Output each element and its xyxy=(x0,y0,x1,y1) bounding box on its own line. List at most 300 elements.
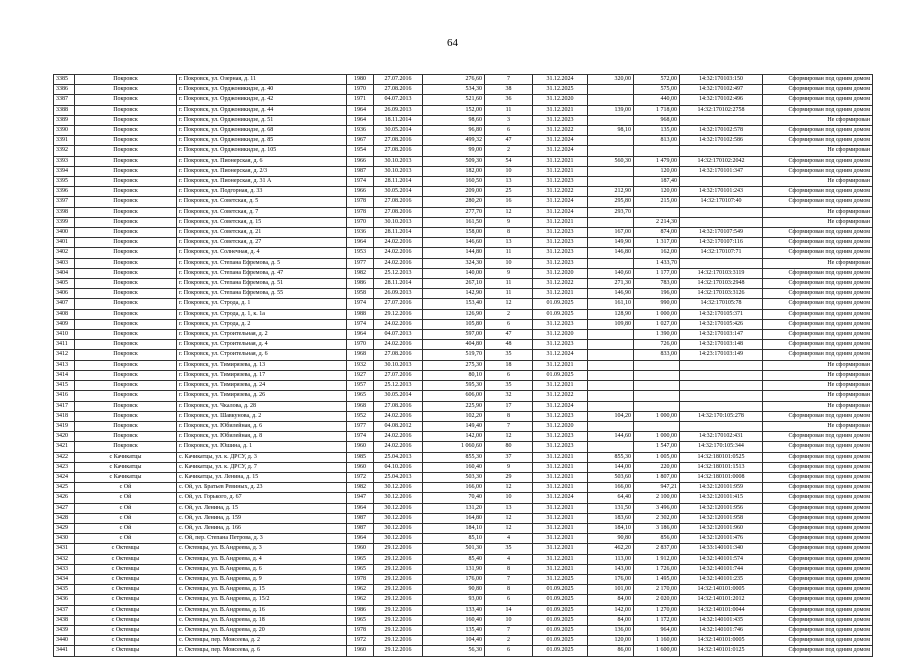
table-row xyxy=(54,207,873,217)
cell-deadline: 31.12.2021 xyxy=(533,217,588,227)
cell-address: г. Покровск, ул. Тимирязева, д. 24 xyxy=(177,381,347,391)
cell-land-status: Сформирован под одним домом xyxy=(763,574,873,584)
cell-land-status: Сформирован под одним домом xyxy=(763,299,873,309)
cell-land-status: Сформирован под одним домом xyxy=(763,350,873,360)
cell-build-year: 1962 xyxy=(347,585,374,595)
cell-cadastral-number xyxy=(680,258,763,268)
cell-area: 184,10 xyxy=(423,523,485,533)
cell-land-area: 990,00 xyxy=(634,299,680,309)
cell-cadastral-number: 14:32:170101:347 xyxy=(680,166,763,176)
cell-deadline: 31.12.2024 xyxy=(533,350,588,360)
cell-deadline: 31.12.2023 xyxy=(533,228,588,238)
table-row xyxy=(54,95,873,105)
table-row xyxy=(54,258,873,268)
cell-land-area: 2 302,00 xyxy=(634,513,680,523)
cell-settlement: с Ой xyxy=(75,534,177,544)
cell-area-2 xyxy=(588,340,634,350)
cell-land-status: Сформирован под одним домом xyxy=(763,595,873,605)
table-row xyxy=(54,156,873,166)
cell-area-2: 320,00 xyxy=(588,75,634,85)
cell-land-area: 3 496,00 xyxy=(634,503,680,513)
cell-residents: 12 xyxy=(485,523,533,533)
cell-residents: 38 xyxy=(485,85,533,95)
cell-land-area xyxy=(634,391,680,401)
cell-settlement: Покровск xyxy=(75,95,177,105)
cell-residents: 25 xyxy=(485,187,533,197)
cell-cadastral-number xyxy=(680,370,763,380)
cell-area-2 xyxy=(588,350,634,360)
cell-row-number: 3433 xyxy=(54,564,75,574)
cell-settlement: Покровск xyxy=(75,299,177,309)
cell-settlement: Покровск xyxy=(75,432,177,442)
cell-row-number: 3397 xyxy=(54,197,75,207)
cell-area: 519,70 xyxy=(423,350,485,360)
cell-build-year: 1988 xyxy=(347,309,374,319)
cell-area: 225,90 xyxy=(423,401,485,411)
cell-cadastral-number: 14:32:140101:2012 xyxy=(680,595,763,605)
cell-build-year: 1974 xyxy=(347,299,374,309)
cell-deadline: 01.09.2025 xyxy=(533,615,588,625)
cell-date: 30.12.2016 xyxy=(374,493,423,503)
cell-area-2 xyxy=(588,381,634,391)
cell-build-year: 1968 xyxy=(347,401,374,411)
cell-build-year: 1980 xyxy=(347,75,374,85)
cell-address: г. Покровск, ул. Орджоникидзе, д. 44 xyxy=(177,105,347,115)
cell-row-number: 3422 xyxy=(54,452,75,462)
table-row xyxy=(54,126,873,136)
cell-area: 98,60 xyxy=(423,115,485,125)
cell-land-area: 833,00 xyxy=(634,350,680,360)
table-row xyxy=(54,350,873,360)
cell-land-status: Сформирован под одним домом xyxy=(763,605,873,615)
cell-settlement: Покровск xyxy=(75,248,177,258)
cell-area-2: 84,00 xyxy=(588,615,634,625)
cell-build-year: 1947 xyxy=(347,493,374,503)
cell-row-number: 3395 xyxy=(54,177,75,187)
cell-date: 27.08.2016 xyxy=(374,207,423,217)
cell-residents: 10 xyxy=(485,493,533,503)
cell-land-area: 1 000,00 xyxy=(634,411,680,421)
cell-row-number: 3404 xyxy=(54,268,75,278)
cell-area: 149,40 xyxy=(423,421,485,431)
table-row xyxy=(54,248,873,258)
cell-address: с. Октемцы, пер. Моисеева, д. 6 xyxy=(177,646,347,656)
table-row xyxy=(54,197,873,207)
cell-residents: 7 xyxy=(485,421,533,431)
cell-area-2: 128,90 xyxy=(588,309,634,319)
cell-build-year: 1971 xyxy=(347,95,374,105)
cell-land-status: Сформирован под одним домом xyxy=(763,411,873,421)
cell-settlement: Покровск xyxy=(75,217,177,227)
cell-cadastral-number: 14:32:180101:0008 xyxy=(680,472,763,482)
cell-cadastral-number: 14:32:170102:496 xyxy=(680,95,763,105)
cell-row-number: 3393 xyxy=(54,156,75,166)
cell-land-area: 1 547,00 xyxy=(634,442,680,452)
cell-area: 503,30 xyxy=(423,472,485,482)
cell-area-2 xyxy=(588,401,634,411)
table-row xyxy=(54,391,873,401)
cell-deadline: 31.12.2022 xyxy=(533,391,588,401)
cell-settlement: Покровск xyxy=(75,340,177,350)
cell-land-status: Сформирован под одним домом xyxy=(763,126,873,136)
cell-residents: 8 xyxy=(485,411,533,421)
cell-deadline: 31.12.2023 xyxy=(533,340,588,350)
cell-area: 161,50 xyxy=(423,217,485,227)
cell-address: с. Ой, ул. Ленина, д. 166 xyxy=(177,523,347,533)
cell-land-area: 162,00 xyxy=(634,248,680,258)
cell-cadastral-number: 14:32:170102:586 xyxy=(680,136,763,146)
cell-land-status: Сформирован под одним домом xyxy=(763,279,873,289)
cell-area-2: 855,30 xyxy=(588,452,634,462)
cell-area: 404,80 xyxy=(423,340,485,350)
cell-row-number: 3399 xyxy=(54,217,75,227)
cell-date: 30.12.2016 xyxy=(374,483,423,493)
cell-settlement: с Ой xyxy=(75,493,177,503)
cell-date: 24.02.2016 xyxy=(374,432,423,442)
cell-settlement: Покровск xyxy=(75,126,177,136)
cell-residents: 11 xyxy=(485,248,533,258)
cell-land-area: 1 317,00 xyxy=(634,238,680,248)
cell-address: г. Покровск, ул. Строительная, д. 6 xyxy=(177,350,347,360)
cell-row-number: 3407 xyxy=(54,299,75,309)
cell-date: 29.12.2016 xyxy=(374,554,423,564)
cell-row-number: 3411 xyxy=(54,340,75,350)
cell-residents: 2 xyxy=(485,146,533,156)
cell-land-status: Сформирован под одним домом xyxy=(763,197,873,207)
cell-date: 04.07.2013 xyxy=(374,330,423,340)
cell-address: с. Октемцы, ул. В.Андреева, д. 15 xyxy=(177,585,347,595)
cell-land-area: 120,00 xyxy=(634,166,680,176)
table-row xyxy=(54,381,873,391)
cell-settlement: Покровск xyxy=(75,370,177,380)
cell-deadline: 31.12.2023 xyxy=(533,432,588,442)
cell-settlement: с Качикатцы xyxy=(75,462,177,472)
cell-address: с. Ой, ул. Братьев Ревиных, д. 23 xyxy=(177,483,347,493)
cell-land-status: Сформирован под одним домом xyxy=(763,95,873,105)
cell-build-year: 1965 xyxy=(347,564,374,574)
table-row xyxy=(54,605,873,615)
cell-cadastral-number: 14:32:170103:147 xyxy=(680,330,763,340)
cell-residents: 12 xyxy=(485,299,533,309)
cell-residents: 4 xyxy=(485,534,533,544)
cell-row-number: 3389 xyxy=(54,115,75,125)
cell-area: 267,10 xyxy=(423,279,485,289)
cell-settlement: Покровск xyxy=(75,136,177,146)
table-row xyxy=(54,166,873,176)
cell-address: с. Качикатцы, ул. к. ДРСУ, д. 3 xyxy=(177,452,347,462)
cell-residents: 7 xyxy=(485,574,533,584)
cell-address: г. Покровск, ул. Строительная, д. 4 xyxy=(177,340,347,350)
cell-settlement: Покровск xyxy=(75,105,177,115)
cell-area: 146,60 xyxy=(423,238,485,248)
cell-land-area: 575,00 xyxy=(634,85,680,95)
cell-area-2 xyxy=(588,95,634,105)
cell-area: 99,00 xyxy=(423,146,485,156)
cell-area-2 xyxy=(588,136,634,146)
cell-land-status: Не сформирован xyxy=(763,217,873,227)
cell-deadline: 31.12.2021 xyxy=(533,166,588,176)
cell-deadline: 31.12.2024 xyxy=(533,401,588,411)
cell-cadastral-number: 14:32:140101:0044 xyxy=(680,605,763,615)
cell-date: 28.11.2014 xyxy=(374,228,423,238)
cell-deadline: 31.12.2021 xyxy=(533,523,588,533)
cell-settlement: Покровск xyxy=(75,85,177,95)
table-row xyxy=(54,564,873,574)
cell-area-2 xyxy=(588,217,634,227)
cell-residents: 16 xyxy=(485,197,533,207)
table-row xyxy=(54,442,873,452)
cell-area: 277,70 xyxy=(423,207,485,217)
cell-row-number: 3400 xyxy=(54,228,75,238)
cell-land-status: Не сформирован xyxy=(763,146,873,156)
cell-date: 30.10.2013 xyxy=(374,360,423,370)
cell-area: 160,50 xyxy=(423,177,485,187)
cell-land-status: Сформирован под одним домом xyxy=(763,483,873,493)
cell-area: 131,20 xyxy=(423,503,485,513)
cell-area: 105,80 xyxy=(423,319,485,329)
cell-row-number: 3434 xyxy=(54,574,75,584)
cell-deadline: 31.12.2022 xyxy=(533,279,588,289)
cell-build-year: 1964 xyxy=(347,115,374,125)
cell-row-number: 3398 xyxy=(54,207,75,217)
cell-row-number: 3386 xyxy=(54,85,75,95)
cell-land-status: Сформирован под одним домом xyxy=(763,452,873,462)
cell-cadastral-number: 14:32:140101:746 xyxy=(680,625,763,635)
cell-settlement: Покровск xyxy=(75,268,177,278)
cell-date: 30.12.2016 xyxy=(374,523,423,533)
cell-settlement: Покровск xyxy=(75,319,177,329)
cell-address: с. Ой, ул. Ленина, д. 15 xyxy=(177,503,347,513)
cell-area-2: 120,00 xyxy=(588,636,634,646)
cell-land-status: Сформирован под одним домом xyxy=(763,646,873,656)
cell-area-2: 144,00 xyxy=(588,462,634,472)
cell-area: 133,40 xyxy=(423,605,485,615)
cell-land-area: 196,00 xyxy=(634,289,680,299)
cell-date: 27.08.2016 xyxy=(374,401,423,411)
cell-residents: 10 xyxy=(485,615,533,625)
cell-address: г. Покровск, ул. Орджоникидзе, д. 40 xyxy=(177,85,347,95)
cell-row-number: 3406 xyxy=(54,289,75,299)
cell-residents: 7 xyxy=(485,75,533,85)
cell-settlement: Покровск xyxy=(75,207,177,217)
cell-land-area: 2 020,00 xyxy=(634,595,680,605)
cell-deadline: 31.12.2021 xyxy=(533,472,588,482)
cell-settlement: с Октемцы xyxy=(75,595,177,605)
cell-land-status: Не сформирован xyxy=(763,421,873,431)
cell-address: с. Ой, ул. Ленина, д. 159 xyxy=(177,513,347,523)
cell-deadline: 31.12.2023 xyxy=(533,319,588,329)
cell-row-number: 3414 xyxy=(54,370,75,380)
cell-build-year: 1982 xyxy=(347,268,374,278)
cell-address: г. Покровск, ул. Орджоникидзе, д. 68 xyxy=(177,126,347,136)
table-row xyxy=(54,75,873,85)
cell-area: 90,80 xyxy=(423,585,485,595)
cell-address: с. Октемцы, ул. В.Андреева, д. 3 xyxy=(177,544,347,554)
cell-build-year: 1965 xyxy=(347,391,374,401)
table-row xyxy=(54,146,873,156)
cell-land-area: 726,00 xyxy=(634,340,680,350)
cell-cadastral-number xyxy=(680,381,763,391)
cell-residents: 11 xyxy=(485,279,533,289)
cell-area: 80,10 xyxy=(423,370,485,380)
cell-residents: 12 xyxy=(485,432,533,442)
cell-land-status: Не сформирован xyxy=(763,401,873,411)
cell-date: 27.07.2016 xyxy=(374,370,423,380)
cell-address: г. Покровск, ул. Пионерская, д. 2/3 xyxy=(177,166,347,176)
table-row xyxy=(54,523,873,533)
cell-build-year: 1972 xyxy=(347,472,374,482)
cell-residents: 6 xyxy=(485,319,533,329)
cell-cadastral-number: 14:23:170103:149 xyxy=(680,350,763,360)
cell-land-area: 1 718,00 xyxy=(634,105,680,115)
table-row xyxy=(54,268,873,278)
cell-row-number: 3432 xyxy=(54,554,75,564)
cell-land-area: 2 100,00 xyxy=(634,493,680,503)
cell-land-area: 2 837,00 xyxy=(634,544,680,554)
cell-area: 509,30 xyxy=(423,156,485,166)
cell-area: 209,00 xyxy=(423,187,485,197)
cell-build-year: 1962 xyxy=(347,595,374,605)
cell-land-area xyxy=(634,401,680,411)
cell-land-status: Сформирован под одним домом xyxy=(763,472,873,482)
cell-date: 24.02.2016 xyxy=(374,319,423,329)
cell-date: 25.12.2013 xyxy=(374,268,423,278)
cell-build-year: 1987 xyxy=(347,166,374,176)
cell-deadline: 01.09.2025 xyxy=(533,595,588,605)
cell-cadastral-number: 14:32:140101:0005 xyxy=(680,636,763,646)
cell-area-2: 109,80 xyxy=(588,319,634,329)
cell-settlement: с Октемцы xyxy=(75,564,177,574)
cell-cadastral-number xyxy=(680,177,763,187)
table-row xyxy=(54,513,873,523)
cell-settlement: с Качикатцы xyxy=(75,472,177,482)
cell-address: г. Покровск, ул. Строительная, д. 2 xyxy=(177,330,347,340)
cell-deadline: 31.12.2023 xyxy=(533,258,588,268)
cell-area: 166,00 xyxy=(423,483,485,493)
cell-address: г. Покровск, ул. Строда, д. 2 xyxy=(177,319,347,329)
cell-land-area: 2 170,00 xyxy=(634,585,680,595)
cell-land-area: 813,00 xyxy=(634,136,680,146)
cell-date: 30.12.2016 xyxy=(374,513,423,523)
cell-cadastral-number: 14:32:170102:497 xyxy=(680,85,763,95)
cell-area: 104,40 xyxy=(423,636,485,646)
cell-area-2: 176,00 xyxy=(588,574,634,584)
cell-land-status: Сформирован под одним домом xyxy=(763,585,873,595)
cell-settlement: с Октемцы xyxy=(75,646,177,656)
cell-residents: 32 xyxy=(485,391,533,401)
cell-land-status: Не сформирован xyxy=(763,207,873,217)
cell-build-year: 1936 xyxy=(347,126,374,136)
cell-settlement: Покровск xyxy=(75,350,177,360)
cell-row-number: 3420 xyxy=(54,432,75,442)
cell-date: 28.11.2014 xyxy=(374,279,423,289)
cell-date: 24.02.2016 xyxy=(374,340,423,350)
cell-date: 29.12.2016 xyxy=(374,625,423,635)
cell-area-2: 90,80 xyxy=(588,534,634,544)
cell-land-area: 1 000,00 xyxy=(634,432,680,442)
cell-area: 521,60 xyxy=(423,95,485,105)
cell-land-status: Сформирован под одним домом xyxy=(763,493,873,503)
cell-land-area: 1 160,00 xyxy=(634,636,680,646)
cell-date: 30.10.2013 xyxy=(374,156,423,166)
cell-address: с. Октемцы, ул. В.Андреева, д. 20 xyxy=(177,625,347,635)
cell-cadastral-number: 14:32:120101:415 xyxy=(680,493,763,503)
cell-area-2: 131,50 xyxy=(588,503,634,513)
cell-cadastral-number: 14:32:170105:371 xyxy=(680,309,763,319)
cell-land-status: Сформирован под одним домом xyxy=(763,462,873,472)
cell-cadastral-number xyxy=(680,401,763,411)
cell-residents: 3 xyxy=(485,115,533,125)
cell-land-status: Сформирован под одним домом xyxy=(763,75,873,85)
cell-area-2 xyxy=(588,391,634,401)
cell-land-status: Сформирован под одним домом xyxy=(763,442,873,452)
cell-row-number: 3394 xyxy=(54,166,75,176)
cell-settlement: с Октемцы xyxy=(75,585,177,595)
cell-row-number: 3429 xyxy=(54,523,75,533)
cell-build-year: 1987 xyxy=(347,513,374,523)
cell-row-number: 3390 xyxy=(54,126,75,136)
table-row xyxy=(54,646,873,656)
cell-cadastral-number: 14:32:180101:0525 xyxy=(680,452,763,462)
cell-address: г. Покровск, ул. Степана Ефремова, д. 51 xyxy=(177,279,347,289)
cell-land-area: 874,00 xyxy=(634,228,680,238)
cell-land-status: Сформирован под одним домом xyxy=(763,238,873,248)
cell-row-number: 3385 xyxy=(54,75,75,85)
cell-area-2: 184,10 xyxy=(588,523,634,533)
cell-land-status: Сформирован под одним домом xyxy=(763,248,873,258)
cell-settlement: Покровск xyxy=(75,442,177,452)
cell-deadline: 01.09.2025 xyxy=(533,585,588,595)
cell-area-2: 86,00 xyxy=(588,646,634,656)
cell-date: 24.02.2016 xyxy=(374,442,423,452)
cell-settlement: Покровск xyxy=(75,279,177,289)
cell-residents: 48 xyxy=(485,340,533,350)
table-row xyxy=(54,421,873,431)
table-row xyxy=(54,472,873,482)
cell-area: 275,30 xyxy=(423,360,485,370)
cell-area: 93,00 xyxy=(423,595,485,605)
cell-date: 24.02.2016 xyxy=(374,411,423,421)
cell-residents: 9 xyxy=(485,462,533,472)
cell-area: 182,00 xyxy=(423,166,485,176)
cell-area: 152,00 xyxy=(423,105,485,115)
cell-date: 27.08.2016 xyxy=(374,350,423,360)
cell-land-area: 968,00 xyxy=(634,115,680,125)
cell-area-2 xyxy=(588,330,634,340)
cell-area-2: 98,10 xyxy=(588,126,634,136)
cell-deadline: 31.12.2021 xyxy=(533,513,588,523)
cell-cadastral-number: 14:32:180101:1513 xyxy=(680,462,763,472)
cell-land-status: Не сформирован xyxy=(763,115,873,125)
cell-deadline: 31.12.2021 xyxy=(533,503,588,513)
cell-residents: 13 xyxy=(485,503,533,513)
cell-settlement: Покровск xyxy=(75,360,177,370)
cell-area: 176,00 xyxy=(423,574,485,584)
cell-date: 29.12.2016 xyxy=(374,595,423,605)
cell-residents: 6 xyxy=(485,646,533,656)
table-row xyxy=(54,228,873,238)
cell-settlement: Покровск xyxy=(75,401,177,411)
cell-build-year: 1972 xyxy=(347,636,374,646)
cell-deadline: 31.12.2020 xyxy=(533,95,588,105)
cell-row-number: 3388 xyxy=(54,105,75,115)
cell-deadline: 01.09.2025 xyxy=(533,625,588,635)
cell-land-status: Сформирован под одним домом xyxy=(763,187,873,197)
cell-cadastral-number: 14:32:170102:2758 xyxy=(680,105,763,115)
cell-date: 30.05.2014 xyxy=(374,126,423,136)
cell-row-number: 3413 xyxy=(54,360,75,370)
cell-residents: 12 xyxy=(485,207,533,217)
